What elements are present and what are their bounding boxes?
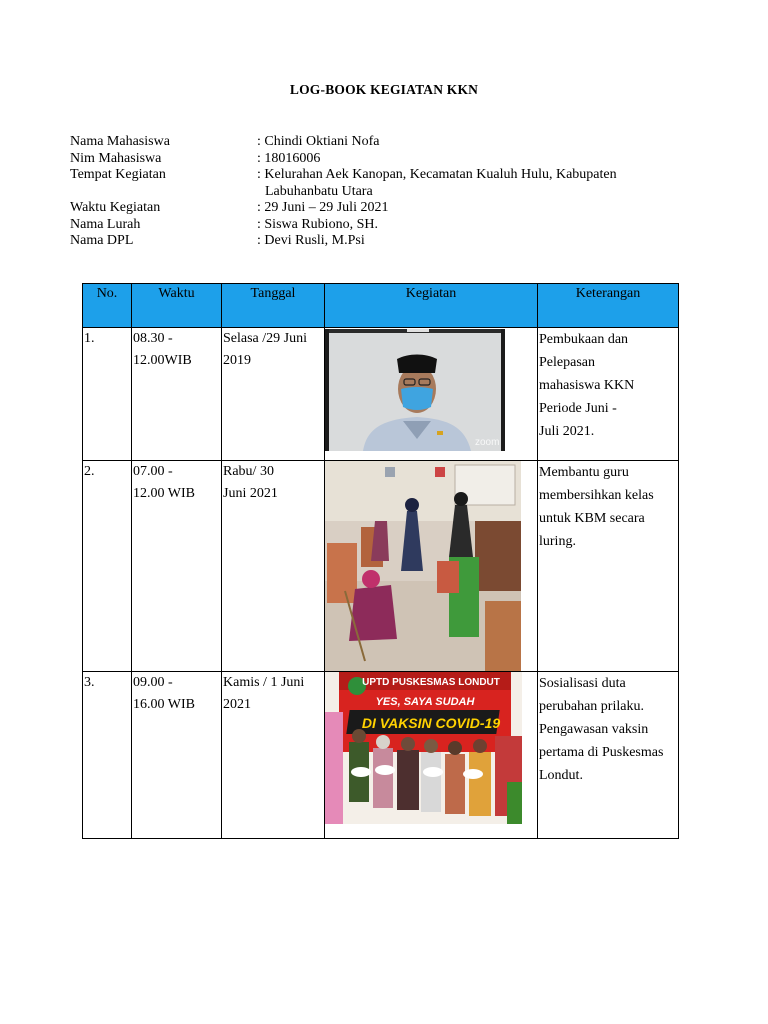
cell-no: 3.: [83, 672, 132, 839]
waktu-line: 16.00 WIB: [133, 697, 195, 713]
keterangan-line: Periode Juni -: [539, 401, 617, 416]
keterangan-line: mahasiswa KKN: [539, 378, 635, 393]
info-value: : 18016006: [257, 150, 321, 166]
classroom-cleaning-photo: [325, 461, 521, 671]
student-info: [70, 134, 677, 250]
table-row: [83, 672, 679, 839]
header-no: No.: [83, 284, 132, 328]
banner-subtitle: YES, SAYA SUDAH: [375, 696, 475, 708]
zoom-meeting-photo: [325, 329, 505, 451]
keterangan-line: Juli 2021.: [539, 424, 595, 439]
info-label: Nama DPL: [70, 233, 134, 248]
cell-kegiatan: [325, 461, 538, 672]
banner-title: UPTD PUSKESMAS LONDUT: [362, 677, 500, 688]
logbook-table: [82, 283, 679, 839]
info-label: Waktu Kegiatan: [70, 200, 161, 215]
banner-vaksin: DI VAKSIN COVID-19: [361, 715, 501, 731]
keterangan-line: untuk KBM secara: [539, 511, 645, 526]
info-value: : 29 Juni – 29 Juli 2021: [257, 200, 389, 215]
keterangan-line: Sosialisasi duta: [539, 676, 626, 691]
waktu-line: 08.30 -: [133, 331, 173, 346]
cell-waktu: [132, 461, 222, 672]
waktu-line: 12.00 WIB: [133, 486, 195, 502]
page-title: LOG-BOOK KEGIATAN KKN: [289, 82, 479, 97]
info-value-group: [257, 167, 677, 200]
info-value: : Kelurahan Aek Kanopan, Kecamatan Kualuh Hulu, Kabupaten: [257, 167, 617, 182]
table-row: [83, 461, 679, 672]
info-label: Nama Lurah: [70, 216, 141, 232]
info-value-continuation: Labuhanbatu Utara: [265, 183, 373, 199]
keterangan-line: Londut.: [539, 768, 583, 783]
table-header-row: [83, 284, 679, 328]
cell-tanggal: [222, 461, 325, 672]
keterangan-line: Pengawasan vaksin: [539, 722, 649, 737]
zoom-watermark: zoom: [475, 437, 500, 448]
info-row-nim: [70, 151, 677, 168]
info-row-tempat: [70, 167, 677, 200]
cell-kegiatan: [325, 672, 538, 839]
waktu-line: 12.00WIB: [133, 353, 192, 369]
keterangan-line: membersihkan kelas: [539, 488, 654, 503]
header-tanggal: Tanggal: [222, 284, 325, 328]
keterangan-line: Pembukaan dan: [539, 332, 629, 347]
keterangan-line: Pelepasan: [539, 355, 595, 370]
cell-waktu: [132, 672, 222, 839]
keterangan-line: perubahan prilaku.: [539, 699, 644, 714]
keterangan-line: luring.: [539, 534, 576, 549]
cell-keterangan: [538, 672, 679, 839]
tanggal-line: 2019: [223, 353, 251, 369]
keterangan-line: pertama di Puskesmas: [539, 745, 664, 760]
cell-kegiatan: [325, 328, 538, 461]
cell-keterangan: [538, 328, 679, 461]
cell-tanggal: [222, 672, 325, 839]
cell-no: 2.: [83, 461, 132, 672]
waktu-line: 07.00 -: [133, 464, 173, 479]
info-value: : Siswa Rubiono, SH.: [257, 216, 378, 232]
info-label: Nama Mahasiswa: [70, 134, 170, 149]
info-row-lurah: [70, 217, 677, 234]
tanggal-line: Rabu/ 30: [223, 464, 274, 479]
vaccination-photo: [325, 672, 522, 824]
info-row-waktu: [70, 200, 677, 217]
info-row-nama: [70, 134, 677, 151]
info-label: Tempat Kegiatan: [70, 167, 166, 182]
cell-keterangan: [538, 461, 679, 672]
info-value: : Chindi Oktiani Nofa: [257, 134, 380, 149]
info-label: Nim Mahasiswa: [70, 150, 162, 166]
tanggal-line: 2021: [223, 697, 251, 713]
header-waktu: Waktu: [132, 284, 222, 328]
cell-waktu: [132, 328, 222, 461]
waktu-line: 09.00 -: [133, 675, 173, 690]
info-row-dpl: [70, 233, 677, 250]
header-keterangan: Keterangan: [538, 284, 679, 328]
tanggal-line: Juni 2021: [223, 486, 278, 502]
header-kegiatan: Kegiatan: [325, 284, 538, 328]
cell-no: 1.: [83, 328, 132, 461]
table-row: [83, 328, 679, 461]
tanggal-line: Kamis / 1 Juni: [223, 675, 305, 690]
info-value: : Devi Rusli, M.Psi: [257, 233, 365, 248]
keterangan-line: Membantu guru: [539, 465, 629, 480]
cell-tanggal: [222, 328, 325, 461]
tanggal-line: Selasa /29 Juni: [223, 331, 307, 346]
